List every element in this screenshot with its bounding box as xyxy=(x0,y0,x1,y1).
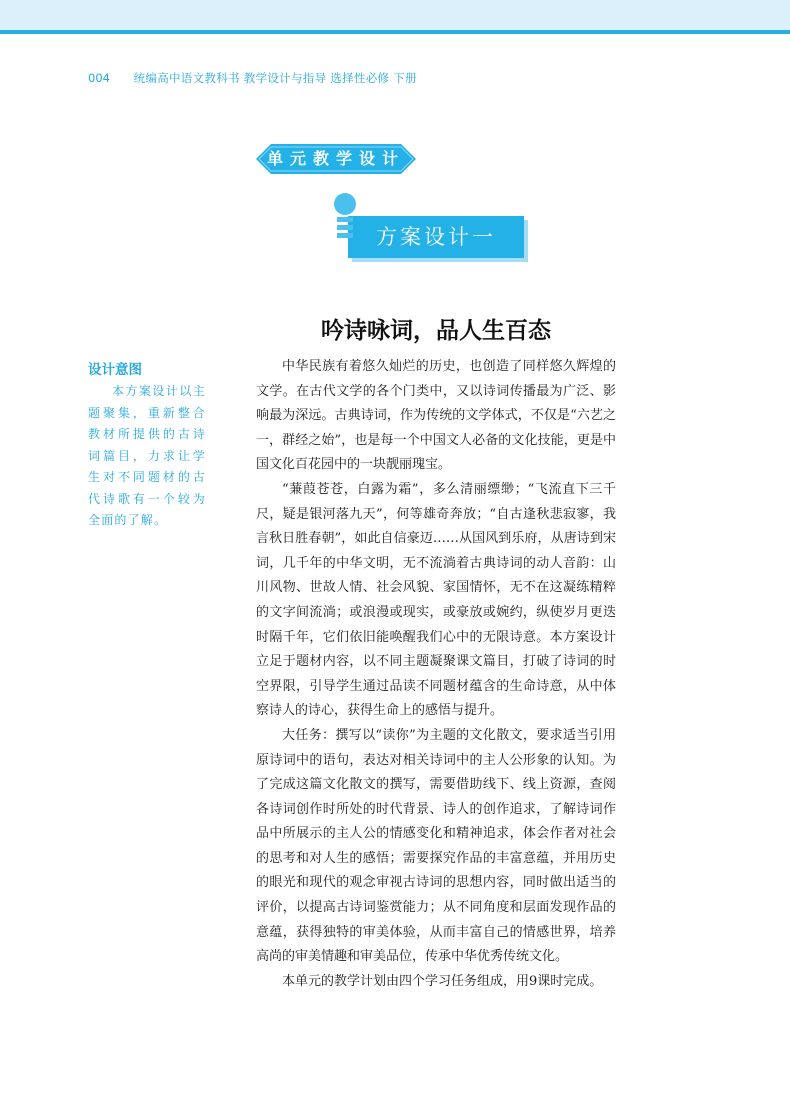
top-accent-rule xyxy=(0,30,790,34)
book-title: 统编高中语文教科书 教学设计与指导 选择性必修 下册 xyxy=(133,71,417,85)
design-intent-sidebar xyxy=(88,358,206,532)
body-paragraph: 本单元的教学计划由四个学习任务组成，用9课时完成。 xyxy=(282,973,603,989)
body-paragraph: 大任务：撰写以“读你”为主题的文化散文，要求适当引用原诗词中的语句，表达对相关诗词中的主人公形象的认知。为了完成这篇文化散文的撰写，需要借助线下、线上资源，查阅各诗词创作时所处的时代背景、诗人的创作追求，了解诗词作品中所展示的主人公的情感变化和精神追求，体会作者对社会的思考和对人生的感悟；需要探究作品的丰富意蕴，并用历史的眼光和现代的观念审视古诗词的思想内容，同时做出适当的评价，以提高古诗词鉴赏能力；从不同角度和层面发现作品的意蕴，获得独特的审美体验，从而丰富自己的情感世界，培养高尚的审美情趣和审美品位，传承中华优秀传统文化。 xyxy=(256,727,616,965)
body-paragraph: “蒹葭苍苍，白露为霜”，多么清丽缥缈；“飞流直下三千尺，疑是银河落九天”，何等雄奇奔放；“自古逢秋悲寂寥，我言秋日胜春朝”，如此自信豪迈……从国风到乐府，从唐诗到宋词，几千年的中华文明，无不流淌着古典诗词的动人音韵：山川风物、世故人情、社会风貌、家国情怀，无不在这凝练精粹的文字间流淌；或浪漫或现实，或豪放或婉约，纵使岁月更迭时隔千年，它们依旧能唤醒我们心中的无限诗意。本方案设计立足于题材内容，以不同主题凝聚课文篇目，打破了诗词的时空界限，引导学生通过品读不同题材蕴含的生命诗意，从中体察诗人的诗心，获得生命上的感悟与提升。 xyxy=(256,481,616,719)
top-decorative-band xyxy=(0,0,790,30)
body-paragraph: 中华民族有着悠久灿烂的历史，也创造了同样悠久辉煌的文学。在古代文学的各个门类中，又以诗词传播最为广泛、影响最为深远。古典诗词，作为传统的文学体式，不仅是“六艺之一，群经之始”，也是每一个中国文人必备的文化技能，更是中国文化百花园中的一块靓丽瑰宝。 xyxy=(256,359,616,473)
plan-header-label: 方案设计一 xyxy=(376,225,496,249)
unit-design-badge xyxy=(256,144,416,174)
unit-badge-label: 单元教学设计 xyxy=(266,149,405,168)
sidebar-body: 本方案设计以主题聚集，重新整合教材所提供的古诗词篇目，力求让学生对不同题材的古代诗歌有一个较为全面的了解。 xyxy=(88,384,206,527)
running-header xyxy=(88,70,417,86)
page-number: 004 xyxy=(88,71,110,85)
page-title: 吟诗咏词，品人生百态 xyxy=(321,318,551,344)
plan-header xyxy=(330,192,530,266)
main-body xyxy=(256,355,616,994)
sidebar-heading: 设计意图 xyxy=(88,362,142,378)
